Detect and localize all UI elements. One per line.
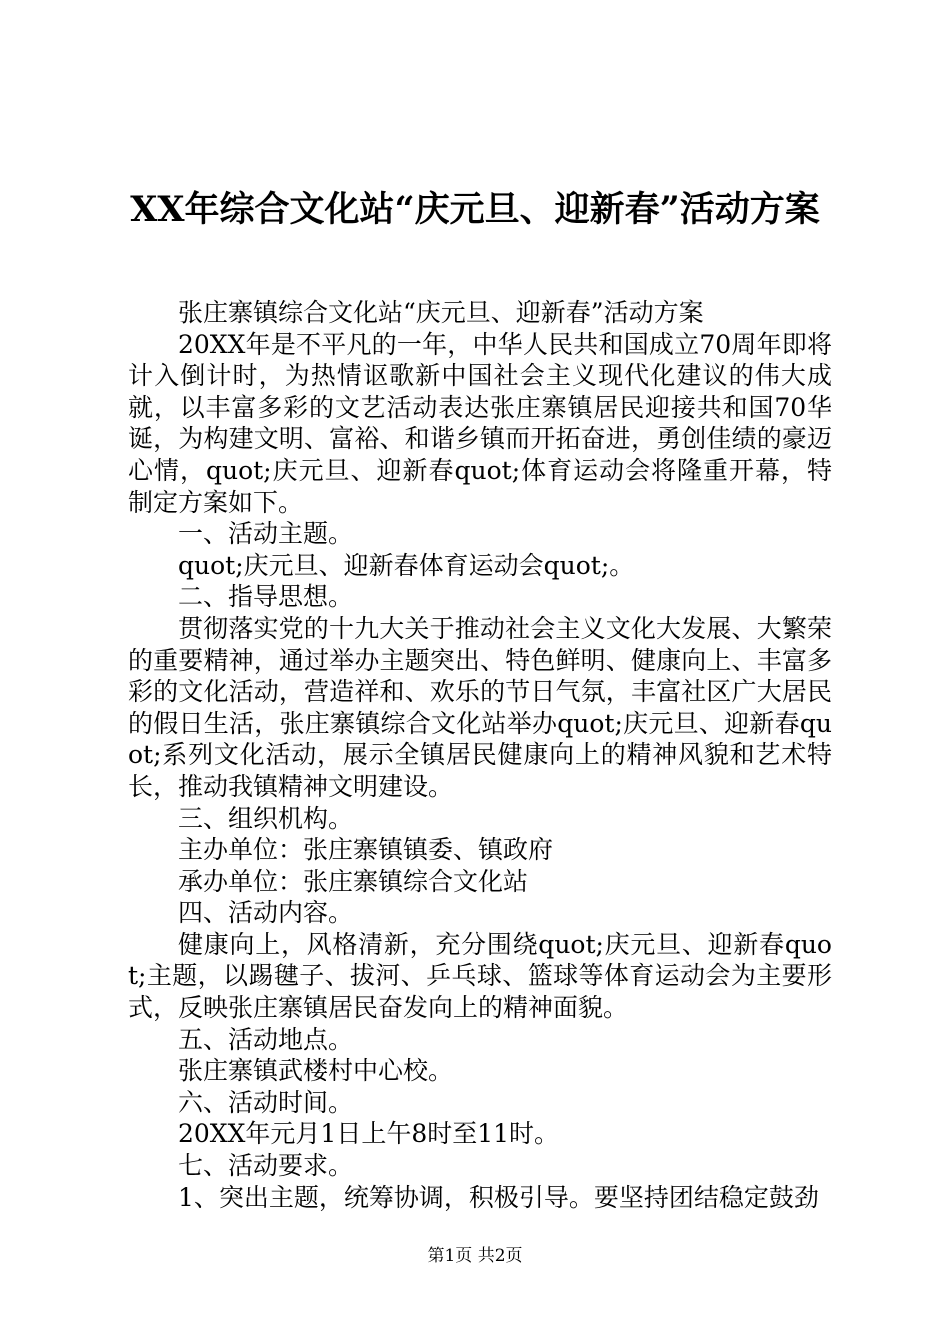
section-heading: 三、组织机构。 bbox=[178, 803, 354, 833]
paragraph: quot;庆元旦、迎新春体育运动会quot;。 bbox=[178, 550, 635, 580]
paragraph: 20XX年是不平凡的一年，中华人民共和国成立70周年即将计入倒计时，为热情讴歌新中国社会主义现代化建议的伟大成就，以丰富多彩的文艺活动表达张庄寨镇居民迎接共和国70华诞，为构建文明、富裕、和谐乡镇而开拓奋进，勇创佳绩的豪迈心情，quot;庆元旦、迎新春quot;体育运动会将隆重开幕，特制定方案如下。 bbox=[128, 329, 832, 517]
page-number-footer: 第1页 共2页 bbox=[427, 1246, 523, 1266]
paragraph: 健康向上，风格清新，充分围绕quot;庆元旦、迎新春quot;主题，以踢毽子、拔河、乒乓球、篮球等体育运动会为主要形式，反映张庄寨镇居民奋发向上的精神面貌。 bbox=[128, 929, 832, 1023]
section-heading: 六、活动时间。 bbox=[178, 1087, 354, 1117]
section-heading: 七、活动要求。 bbox=[178, 1151, 354, 1181]
paragraph: 承办单位：张庄寨镇综合文化站 bbox=[178, 866, 529, 896]
document-body bbox=[128, 297, 832, 1213]
section-heading: 五、活动地点。 bbox=[178, 1024, 354, 1054]
document-title: XX年综合文化站“庆元旦、迎新春”活动方案 bbox=[130, 189, 820, 230]
paragraph: 20XX年元月1日上午8时至11时。 bbox=[178, 1119, 560, 1149]
section-heading: 二、指导思想。 bbox=[178, 582, 354, 612]
paragraph: 张庄寨镇综合文化站“庆元旦、迎新春”活动方案 bbox=[178, 298, 704, 327]
paragraph: 贯彻落实党的十九大关于推动社会主义文化大发展、大繁荣的重要精神，通过举办主题突出、特色鲜明、健康向上、丰富多彩的文化活动，营造祥和、欢乐的节日气氛，丰富社区广大居民的假日生活，张庄寨镇综合文化站举办quot;庆元旦、迎新春quot;系列文化活动，展示全镇居民健康向上的精神风貌和艺术特长，推动我镇精神文明建设。 bbox=[128, 613, 832, 801]
paragraph: 主办单位：张庄寨镇镇委、镇政府 bbox=[178, 835, 554, 865]
section-heading: 四、活动内容。 bbox=[178, 898, 354, 928]
section-heading: 一、活动主题。 bbox=[178, 519, 354, 549]
paragraph: 1、突出主题，统筹协调，积极引导。要坚持团结稳定鼓劲 bbox=[178, 1182, 819, 1212]
paragraph: 张庄寨镇武楼村中心校。 bbox=[178, 1056, 454, 1086]
